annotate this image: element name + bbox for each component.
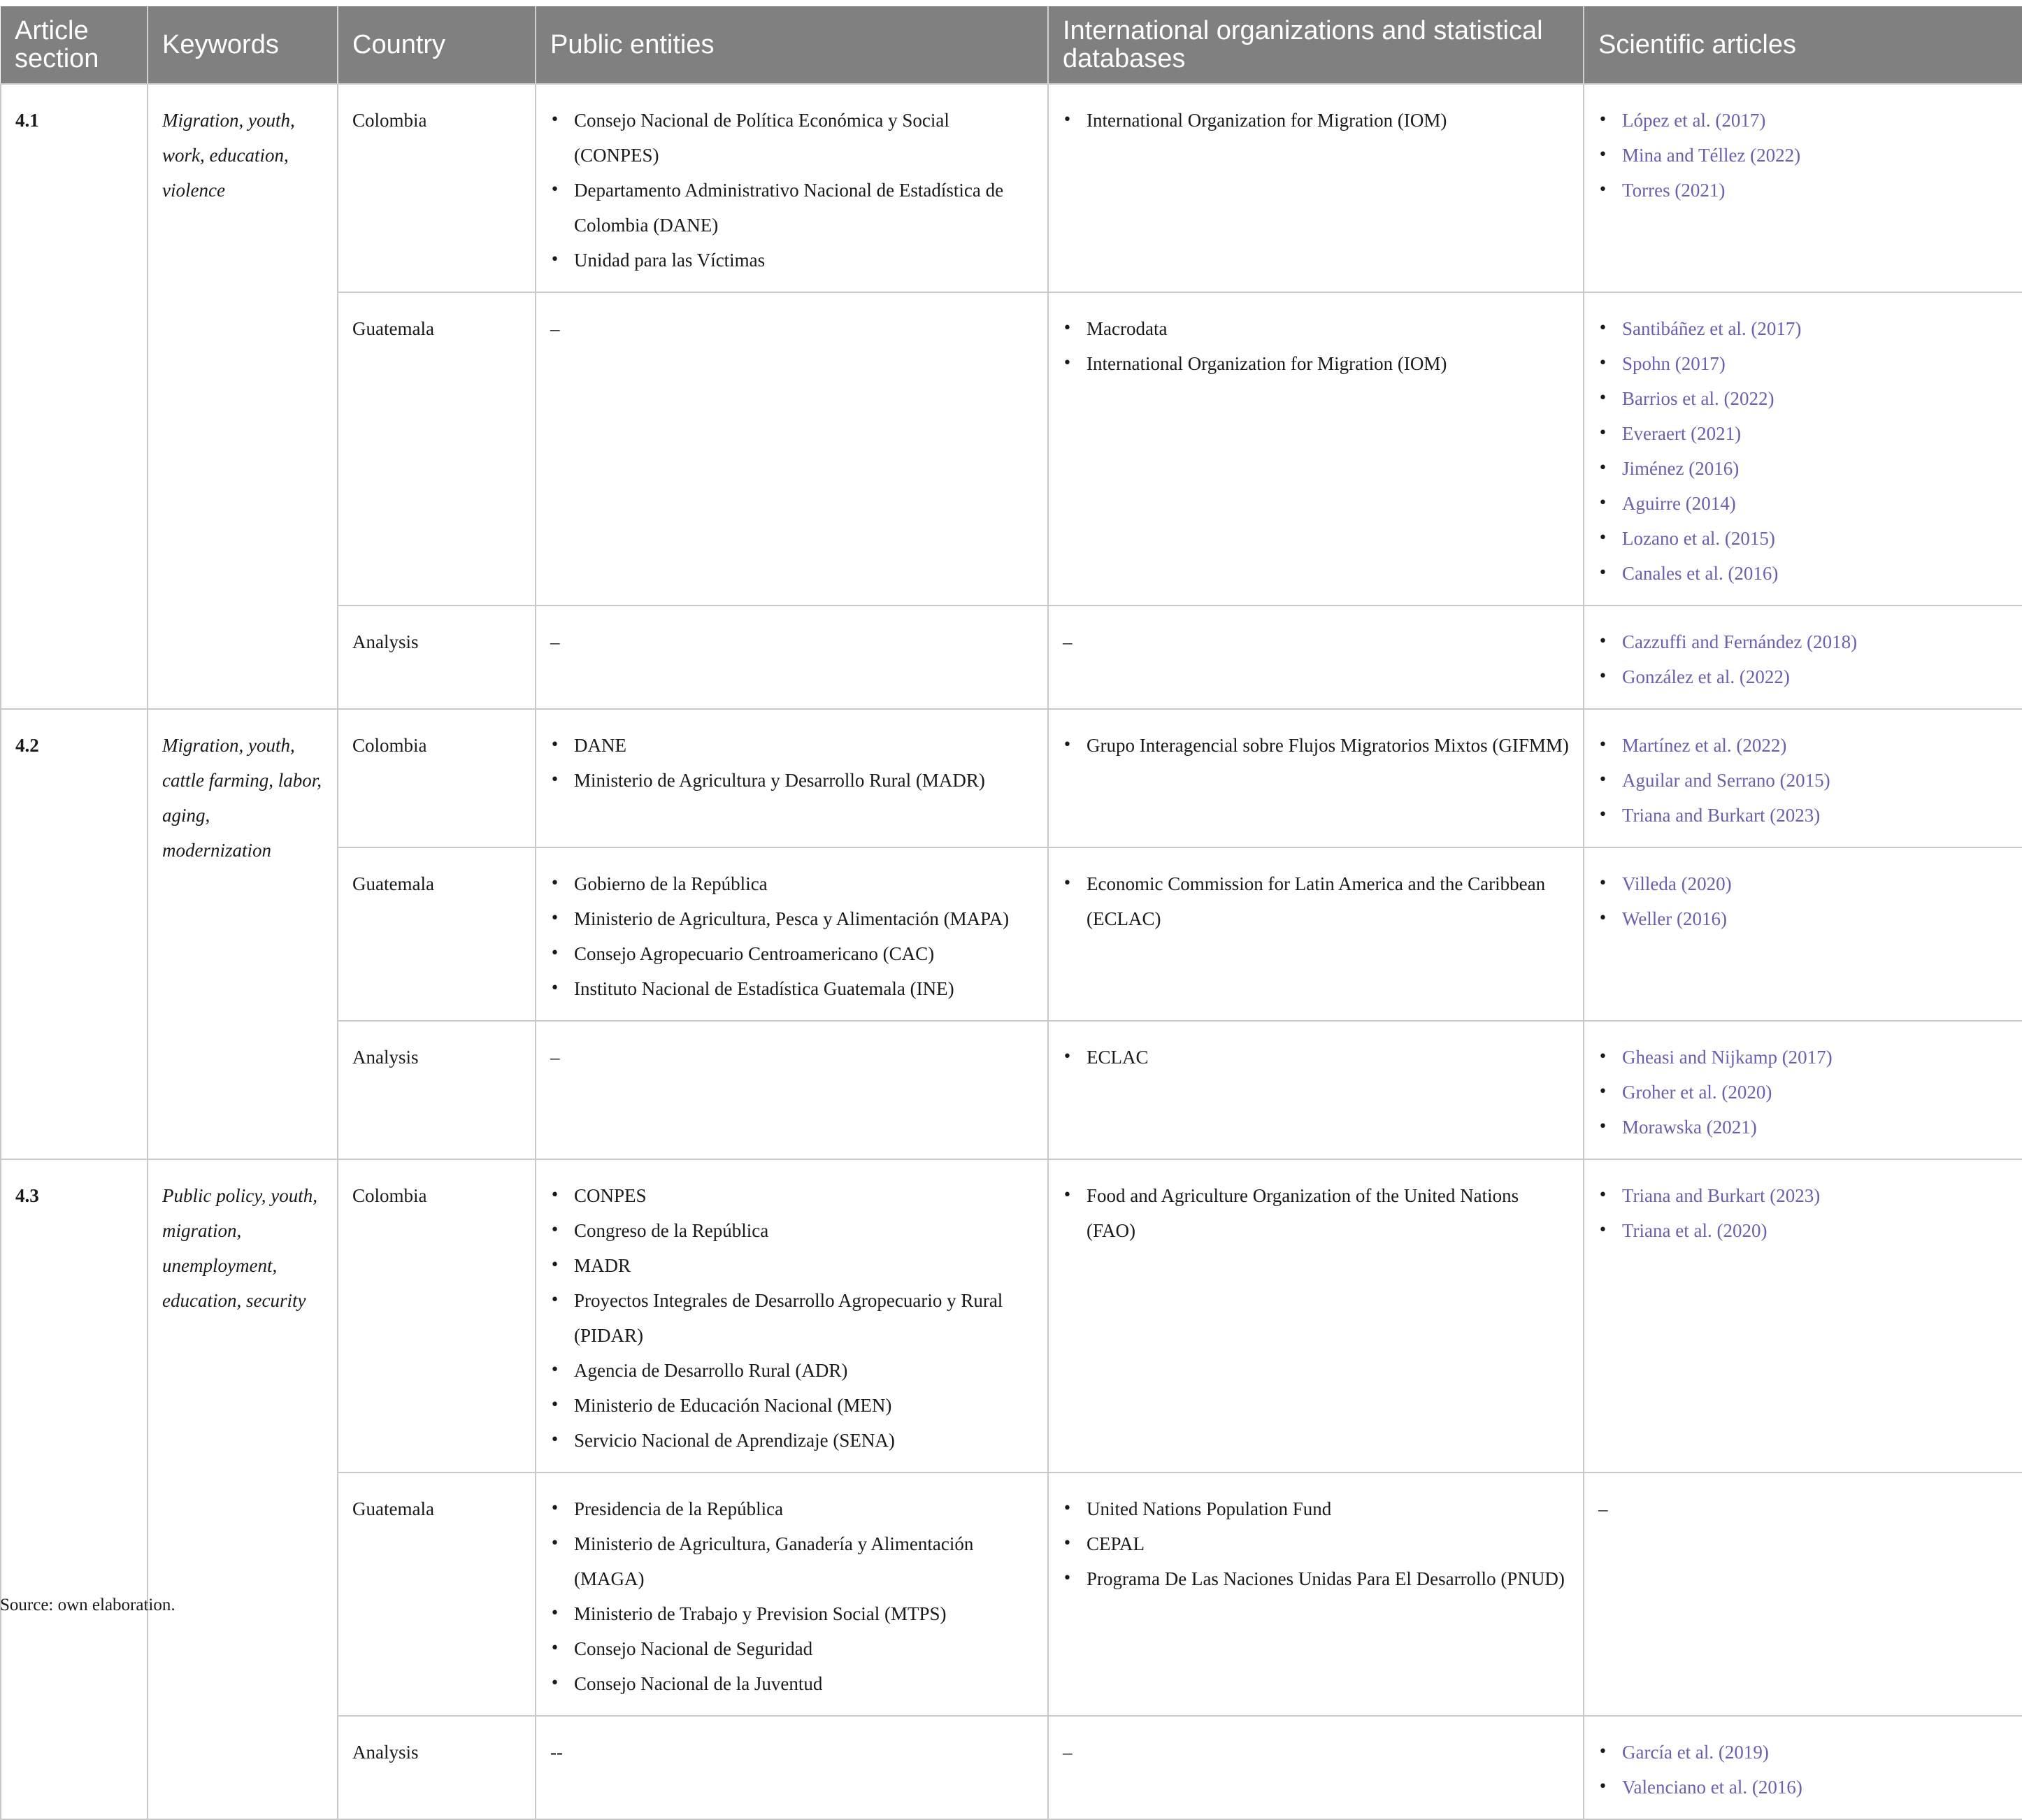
article-citation-link-list <box>1598 728 2008 833</box>
intl-orgs-cell <box>1048 847 1584 1021</box>
public-entities-cell <box>536 292 1048 606</box>
empty-dash: – <box>1063 631 1073 652</box>
intl-org-item-list <box>1063 1491 1569 1596</box>
empty-dash: – <box>1063 1742 1073 1763</box>
keywords-cell: Migration, youth, cattle farming, labor, aging, modernization <box>148 709 338 1159</box>
public-entity-item: • Consejo Nacional de la Juventud <box>550 1666 1033 1701</box>
public-entity-item: • Consejo Agropecuario Centroamericano (CAC) <box>550 936 1033 971</box>
header-country: Country <box>338 6 536 84</box>
public-entity-item: • Gobierno de la República <box>550 866 1033 901</box>
intl-org-item: • Grupo Interagencial sobre Flujos Migratorios Mixtos (GIFMM) <box>1063 728 1569 763</box>
article-citation-link-list <box>1598 866 2008 936</box>
article-citation-link[interactable]: • Aguirre (2014) <box>1598 486 2008 521</box>
public-entity-item: • MADR <box>550 1248 1033 1283</box>
public-entity-item-list <box>550 103 1033 278</box>
article-citation-link[interactable]: • Valenciano et al. (2016) <box>1598 1770 2008 1805</box>
intl-org-item: • International Organization for Migration (IOM) <box>1063 346 1569 381</box>
intl-orgs-cell <box>1048 1716 1584 1819</box>
intl-orgs-cell <box>1048 1021 1584 1159</box>
intl-orgs-cell <box>1048 292 1584 606</box>
article-citation-link[interactable]: • Aguilar and Serrano (2015) <box>1598 763 2008 798</box>
article-section-cell: 4.2 <box>1 709 148 1159</box>
article-citation-link-list <box>1598 624 2008 694</box>
sources-table <box>0 6 2022 1820</box>
public-entity-item: • Congreso de la República <box>550 1213 1033 1248</box>
article-citation-link[interactable]: • Santibáñez et al. (2017) <box>1598 311 2008 346</box>
public-entity-item: • DANE <box>550 728 1033 763</box>
intl-org-item: • Food and Agriculture Organization of the United Nations (FAO) <box>1063 1178 1569 1248</box>
article-citation-link[interactable]: • Jiménez (2016) <box>1598 451 2008 486</box>
header-row <box>1 6 2022 84</box>
public-entities-cell <box>536 1716 1048 1819</box>
intl-org-item: • CEPAL <box>1063 1526 1569 1561</box>
public-entities-cell <box>536 1021 1048 1159</box>
intl-org-item-list <box>1063 1040 1569 1075</box>
country-cell: Guatemala <box>338 292 536 606</box>
public-entity-item: • Ministerio de Trabajo y Prevision Social (MTPS) <box>550 1596 1033 1631</box>
article-citation-link-list <box>1598 103 2008 208</box>
intl-org-item-list <box>1063 1178 1569 1248</box>
keywords-cell: Migration, youth, work, education, violence <box>148 84 338 709</box>
header-keywords: Keywords <box>148 6 338 84</box>
article-citation-link[interactable]: • Martínez et al. (2022) <box>1598 728 2008 763</box>
intl-org-item: • International Organization for Migration (IOM) <box>1063 103 1569 138</box>
empty-dash: – <box>550 1047 560 1068</box>
table-row <box>1 1159 2022 1473</box>
article-citation-link[interactable]: • López et al. (2017) <box>1598 103 2008 138</box>
public-entity-item: • Proyectos Integrales de Desarrollo Agropecuario y Rural (PIDAR) <box>550 1283 1033 1353</box>
article-citation-link[interactable]: • Triana and Burkart (2023) <box>1598 798 2008 833</box>
scientific-articles-cell <box>1584 292 2022 606</box>
public-entity-item: • Ministerio de Agricultura, Ganadería y Alimentación (MAGA) <box>550 1526 1033 1596</box>
article-citation-link-list <box>1598 1735 2008 1805</box>
article-citation-link[interactable]: • Triana et al. (2020) <box>1598 1213 2008 1248</box>
scientific-articles-cell <box>1584 1716 2022 1819</box>
article-citation-link[interactable]: • Weller (2016) <box>1598 901 2008 936</box>
country-cell: Colombia <box>338 709 536 847</box>
scientific-articles-cell <box>1584 847 2022 1021</box>
intl-org-item-list <box>1063 866 1569 936</box>
table-row <box>1 84 2022 292</box>
article-citation-link[interactable]: • Triana and Burkart (2023) <box>1598 1178 2008 1213</box>
header-public-entities: Public entities <box>536 6 1048 84</box>
country-cell: Guatemala <box>338 847 536 1021</box>
scientific-articles-cell <box>1584 1159 2022 1473</box>
scientific-articles-cell <box>1584 709 2022 847</box>
public-entity-item: • Ministerio de Agricultura, Pesca y Alimentación (MAPA) <box>550 901 1033 936</box>
article-citation-link[interactable]: • Torres (2021) <box>1598 173 2008 208</box>
intl-org-item-list <box>1063 728 1569 763</box>
public-entity-item: • Unidad para las Víctimas <box>550 243 1033 278</box>
empty-dash: -- <box>550 1742 563 1763</box>
article-citation-link[interactable]: • Everaert (2021) <box>1598 416 2008 451</box>
article-citation-link-list <box>1598 1178 2008 1248</box>
intl-orgs-cell <box>1048 606 1584 709</box>
public-entities-cell <box>536 606 1048 709</box>
table-row <box>1 709 2022 847</box>
public-entity-item: • Presidencia de la República <box>550 1491 1033 1526</box>
header-article-section: Article section <box>1 6 148 84</box>
article-citation-link[interactable]: • García et al. (2019) <box>1598 1735 2008 1770</box>
scientific-articles-cell <box>1584 1021 2022 1159</box>
article-citation-link[interactable]: • Mina and Téllez (2022) <box>1598 138 2008 173</box>
public-entity-item: • Agencia de Desarrollo Rural (ADR) <box>550 1353 1033 1388</box>
article-section-cell: 4.1 <box>1 84 148 709</box>
intl-org-item-list <box>1063 103 1569 138</box>
table-body <box>1 84 2022 1819</box>
public-entity-item: • Consejo Nacional de Política Económica y Social (CONPES) <box>550 103 1033 173</box>
intl-org-item: • Macrodata <box>1063 311 1569 346</box>
intl-org-item: • Programa De Las Naciones Unidas Para El Desarrollo (PNUD) <box>1063 1561 1569 1596</box>
intl-orgs-cell <box>1048 1159 1584 1473</box>
article-citation-link[interactable]: • González et al. (2022) <box>1598 659 2008 694</box>
article-citation-link[interactable]: • Gheasi and Nijkamp (2017) <box>1598 1040 2008 1075</box>
empty-dash: – <box>550 631 560 652</box>
public-entity-item-list <box>550 728 1033 798</box>
empty-dash: – <box>1598 1498 1608 1519</box>
public-entity-item: • Ministerio de Agricultura y Desarrollo Rural (MADR) <box>550 763 1033 798</box>
intl-org-item-list <box>1063 311 1569 381</box>
intl-org-item: • United Nations Population Fund <box>1063 1491 1569 1526</box>
article-citation-link[interactable]: • Barrios et al. (2022) <box>1598 381 2008 416</box>
public-entities-cell <box>536 1473 1048 1716</box>
public-entity-item-list <box>550 1491 1033 1701</box>
public-entity-item: • Departamento Administrativo Nacional de Estadística de Colombia (DANE) <box>550 173 1033 243</box>
header-scientific-articles: Scientific articles <box>1584 6 2022 84</box>
public-entity-item: • Ministerio de Educación Nacional (MEN) <box>550 1388 1033 1423</box>
public-entity-item: • Servicio Nacional de Aprendizaje (SENA) <box>550 1423 1033 1458</box>
public-entity-item-list <box>550 866 1033 1006</box>
keywords-cell: Public policy, youth, migration, unemployment, education, security <box>148 1159 338 1819</box>
intl-orgs-cell <box>1048 709 1584 847</box>
public-entity-item: • Instituto Nacional de Estadística Guatemala (INE) <box>550 971 1033 1006</box>
intl-orgs-cell <box>1048 84 1584 292</box>
intl-org-item: • Economic Commission for Latin America and the Caribbean (ECLAC) <box>1063 866 1569 936</box>
article-citation-link[interactable]: • Villeda (2020) <box>1598 866 2008 901</box>
empty-dash: – <box>550 318 560 339</box>
country-cell: Analysis <box>338 1021 536 1159</box>
intl-org-item: • ECLAC <box>1063 1040 1569 1075</box>
article-citation-link[interactable]: • Morawska (2021) <box>1598 1110 2008 1145</box>
public-entities-cell <box>536 1159 1048 1473</box>
public-entities-cell <box>536 847 1048 1021</box>
public-entities-cell <box>536 709 1048 847</box>
intl-orgs-cell <box>1048 1473 1584 1716</box>
article-citation-link[interactable]: • Cazzuffi and Fernández (2018) <box>1598 624 2008 659</box>
country-cell: Analysis <box>338 606 536 709</box>
scientific-articles-cell <box>1584 606 2022 709</box>
article-citation-link[interactable]: • Lozano et al. (2015) <box>1598 521 2008 556</box>
country-cell: Colombia <box>338 1159 536 1473</box>
source-note: Source: own elaboration. <box>0 1596 175 1614</box>
article-section-cell: 4.3 <box>1 1159 148 1819</box>
article-citation-link[interactable]: • Canales et al. (2016) <box>1598 556 2008 591</box>
scientific-articles-cell <box>1584 84 2022 292</box>
scientific-articles-cell <box>1584 1473 2022 1716</box>
public-entity-item-list <box>550 1178 1033 1458</box>
article-citation-link-list <box>1598 311 2008 591</box>
header-international-organizations: International organizations and statistical databases <box>1048 6 1584 84</box>
article-citation-link-list <box>1598 1040 2008 1145</box>
article-citation-link[interactable]: • Spohn (2017) <box>1598 346 2008 381</box>
country-cell: Analysis <box>338 1716 536 1819</box>
country-cell: Colombia <box>338 84 536 292</box>
public-entity-item: • Consejo Nacional de Seguridad <box>550 1631 1033 1666</box>
public-entities-cell <box>536 84 1048 292</box>
public-entity-item: • CONPES <box>550 1178 1033 1213</box>
country-cell: Guatemala <box>338 1473 536 1716</box>
article-citation-link[interactable]: • Groher et al. (2020) <box>1598 1075 2008 1110</box>
